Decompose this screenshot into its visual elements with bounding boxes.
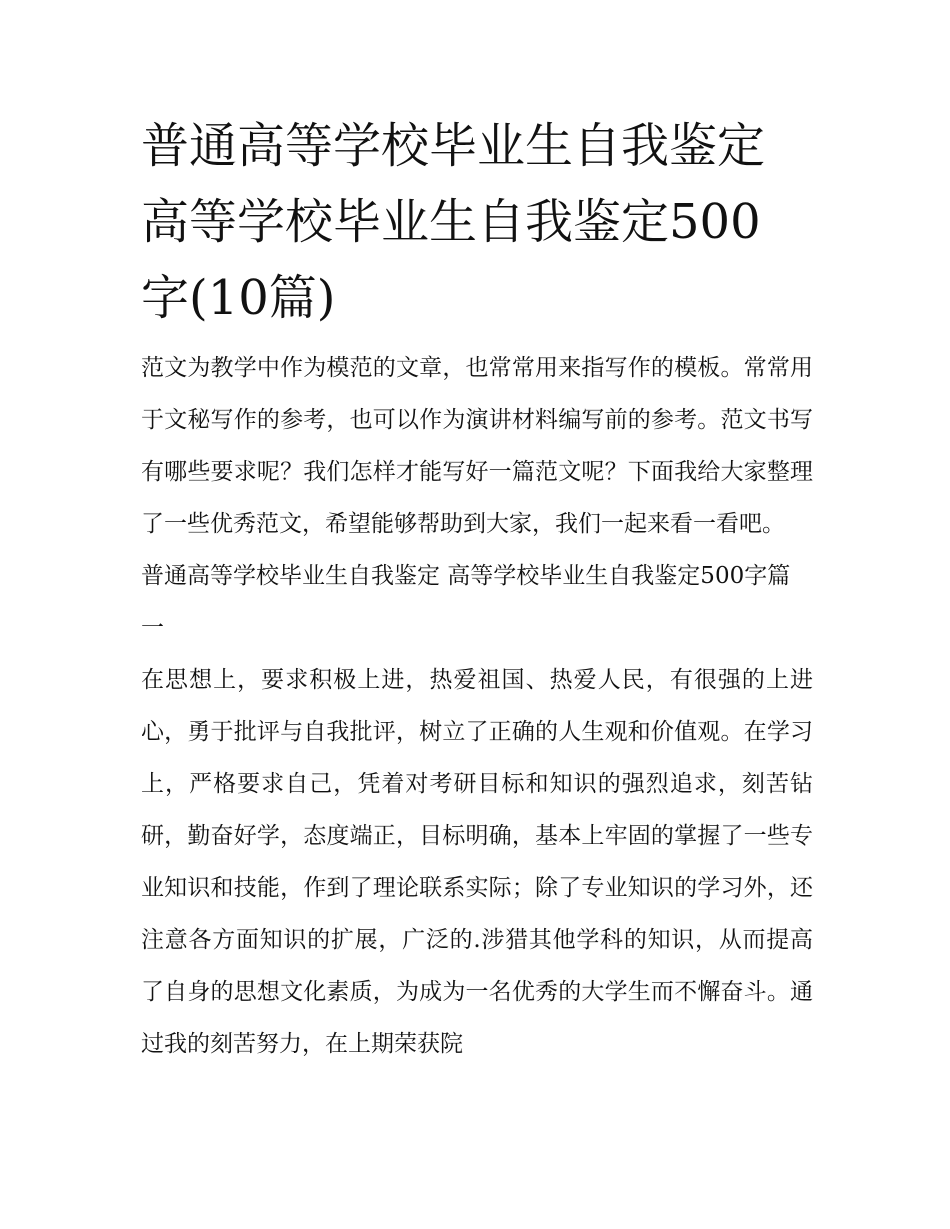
section-heading: 普通高等学校毕业生自我鉴定 高等学校毕业生自我鉴定500字篇一 — [141, 563, 791, 641]
title-line-2: 高等学校毕业生自我鉴定500 — [141, 194, 761, 250]
body-paragraph: 在思想上，要求积极上进，热爱祖国、热爱人民，有很强的上进心，勇于批评与自我批评，树立了正确的人生观和价值观。在学习上，严格要求自己，凭着对考研目标和知识的强烈追求，刻苦钻研，勤奋好学，态度端正，目标明确，基本上牢固的掌握了一些专业知识和技能，作到了理论联系实际；除了专业知识的学习外，还注意各方面知识的扩展，广泛的.涉猎其他学科的知识，从而提高了自身的思想文化素质，为成为一名优秀的大学生而不懈奋斗。通过我的刻苦努力，在上期荣获院 — [141, 667, 813, 1057]
document-content — [141, 108, 813, 1070]
document-title — [141, 108, 813, 336]
intro-paragraph: 范文为教学中作为模范的文章，也常常用来指写作的模板。常常用于文秘写作的参考，也可以作为演讲材料编写前的参考。范文书写有哪些要求呢？我们怎样才能写好一篇范文呢？下面我给大家整理了一些优秀范文，希望能够帮助到大家，我们一起来看一看吧。 — [141, 355, 813, 537]
title-line-1: 普通高等学校毕业生自我鉴定 — [141, 118, 766, 174]
title-line-3: 字(10篇) — [141, 270, 336, 326]
